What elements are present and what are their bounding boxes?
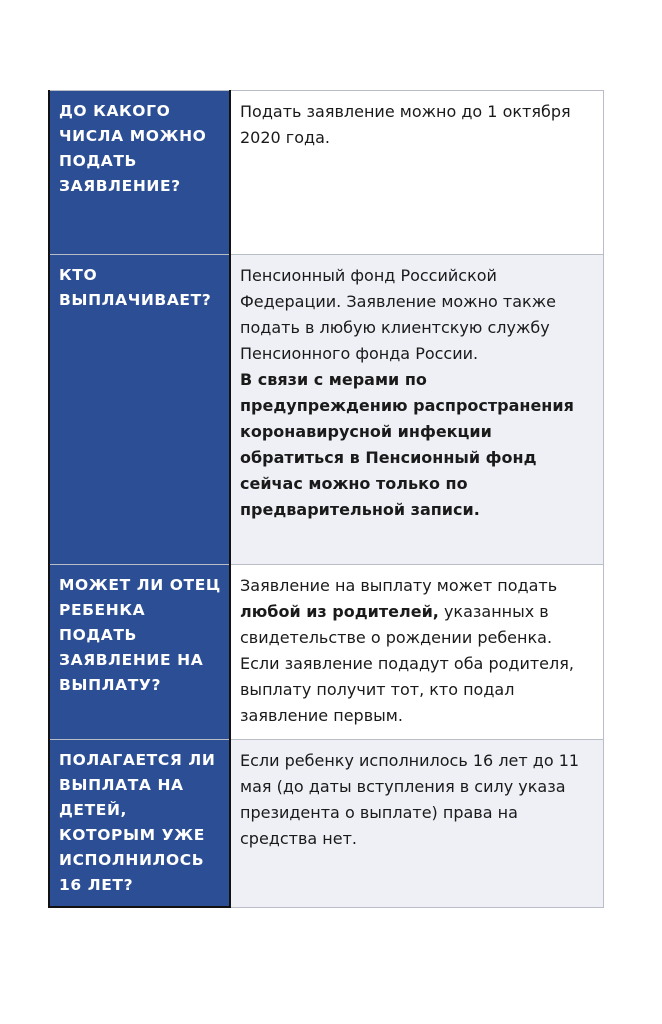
faq-answer <box>230 565 604 740</box>
faq-question: КТО ВЫПЛАЧИВАЕТ? <box>49 255 230 565</box>
faq-question: ПОЛАГАЕТСЯ ЛИ ВЫПЛАТА НА ДЕТЕЙ, КОТОРЫМ УЖЕ ИСПОЛНИЛОСЬ 16 ЛЕТ? <box>49 740 230 908</box>
faq-answer-text-end: указанных в свидетельстве о рождении ребенка. Если заявление подадут оба родителя, выплату получит тот, кто подал заявление первым. <box>240 602 574 725</box>
faq-row <box>49 255 604 565</box>
faq-answer-text-start: Заявление на выплату может подать <box>240 576 558 595</box>
faq-answer-emphasis: любой из родителей, <box>240 602 439 621</box>
faq-answer: Подать заявление можно до 1 октября 2020 года. <box>230 91 604 255</box>
faq-answer: Если ребенку исполнилось 16 лет до 11 мая (до даты вступления в силу указа президента о выплате) права на средства нет. <box>230 740 604 908</box>
faq-answer <box>230 255 604 565</box>
faq-answer-text: Пенсионный фонд Российской Федерации. Заявление можно также подать в любую клиентскую службу Пенсионного фонда России. <box>240 266 556 363</box>
faq-question: МОЖЕТ ЛИ ОТЕЦ РЕБЕНКА ПОДАТЬ ЗАЯВЛЕНИЕ НА ВЫПЛАТУ? <box>49 565 230 740</box>
faq-row <box>49 740 604 908</box>
faq-table <box>48 90 604 908</box>
faq-row <box>49 91 604 255</box>
faq-question: ДО КАКОГО ЧИСЛА МОЖНО ПОДАТЬ ЗАЯВЛЕНИЕ? <box>49 91 230 255</box>
faq-answer-emphasis: В связи с мерами по предупреждению распространения коронавирусной инфекции обратиться в Пенсионный фонд сейчас можно только по предварительной записи. <box>240 370 574 519</box>
faq-row <box>49 565 604 740</box>
